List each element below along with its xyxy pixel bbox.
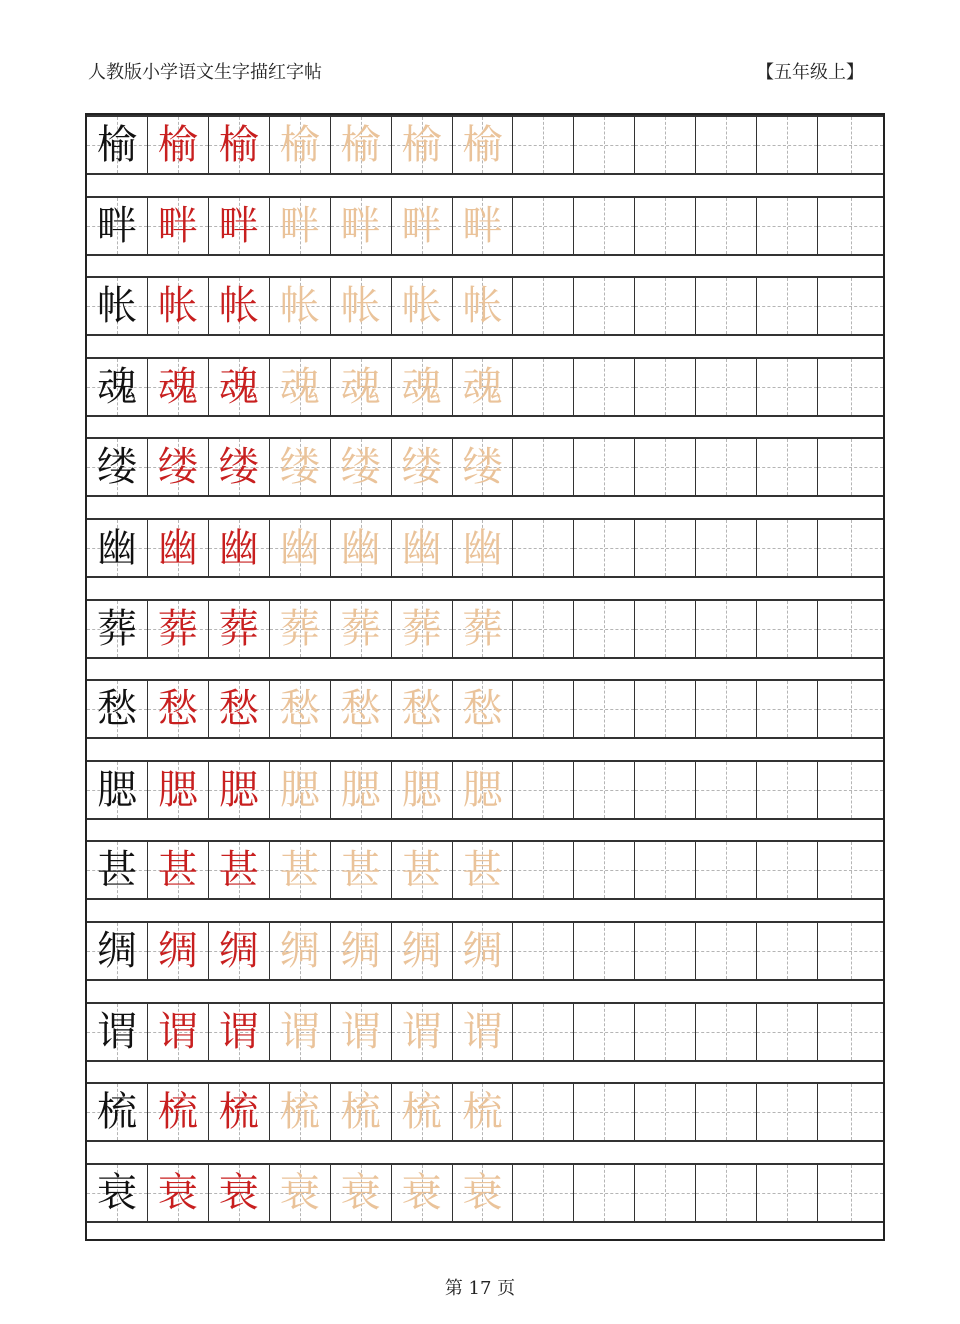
red-cell — [148, 115, 209, 175]
blank-practice-cell — [513, 437, 574, 497]
red-character: 衰 — [218, 1169, 259, 1216]
trace-character: 腮 — [340, 766, 381, 813]
red-character: 甚 — [218, 847, 259, 894]
blank-practice-cell — [757, 760, 818, 820]
red-character: 谓 — [157, 1008, 198, 1055]
blank-practice-cell — [757, 437, 818, 497]
blank-practice-cell — [513, 357, 574, 417]
model-character: 葬 — [96, 605, 137, 652]
blank-practice-cell — [635, 1163, 696, 1223]
red-cell — [209, 840, 270, 900]
blank-practice-cell — [696, 1002, 757, 1062]
trace-cell — [331, 115, 392, 175]
trace-character: 幽 — [279, 525, 320, 571]
blank-practice-cell — [635, 196, 696, 256]
trace-character: 帐 — [279, 283, 320, 330]
trace-character: 幽 — [340, 525, 381, 571]
red-cell — [148, 1163, 209, 1223]
practice-row — [87, 679, 883, 739]
trace-character: 衰 — [340, 1169, 381, 1216]
red-cell — [209, 1082, 270, 1142]
trace-character: 梳 — [401, 1089, 442, 1136]
blank-practice-cell — [757, 115, 818, 175]
blank-practice-cell — [513, 196, 574, 256]
trace-cell — [392, 1002, 453, 1062]
model-cell — [87, 518, 148, 578]
blank-practice-cell — [818, 921, 883, 981]
model-cell — [87, 196, 148, 256]
trace-cell — [270, 921, 331, 981]
red-cell — [209, 599, 270, 659]
model-character: 榆 — [96, 122, 137, 168]
trace-cell — [392, 1082, 453, 1142]
trace-character: 帐 — [462, 283, 503, 330]
blank-practice-cell — [696, 840, 757, 900]
blank-practice-cell — [818, 437, 883, 497]
trace-character: 缕 — [401, 444, 442, 491]
blank-practice-cell — [513, 1082, 574, 1142]
trace-cell — [453, 679, 514, 739]
trace-character: 腮 — [279, 766, 320, 813]
trace-cell — [453, 760, 514, 820]
model-cell — [87, 115, 148, 175]
blank-practice-cell — [635, 921, 696, 981]
red-character: 缕 — [218, 444, 259, 491]
red-character: 衰 — [157, 1169, 198, 1216]
blank-practice-cell — [757, 196, 818, 256]
trace-cell — [270, 1163, 331, 1223]
red-character: 畔 — [157, 202, 198, 249]
blank-practice-cell — [696, 357, 757, 417]
blank-practice-cell — [635, 679, 696, 739]
blank-practice-cell — [818, 276, 883, 336]
blank-practice-cell — [696, 599, 757, 659]
red-cell — [209, 921, 270, 981]
trace-cell — [331, 840, 392, 900]
model-cell — [87, 599, 148, 659]
practice-grid — [85, 113, 885, 1241]
model-character: 腮 — [96, 766, 137, 813]
blank-practice-cell — [696, 115, 757, 175]
trace-character: 绸 — [462, 928, 503, 974]
model-character: 衰 — [96, 1169, 137, 1216]
blank-practice-cell — [513, 679, 574, 739]
trace-character: 谓 — [462, 1008, 503, 1055]
blank-practice-cell — [513, 276, 574, 336]
trace-cell — [331, 760, 392, 820]
red-cell — [148, 518, 209, 578]
blank-practice-cell — [757, 1163, 818, 1223]
blank-practice-cell — [574, 115, 635, 175]
trace-cell — [453, 921, 514, 981]
trace-cell — [453, 437, 514, 497]
blank-practice-cell — [818, 679, 883, 739]
red-character: 谓 — [218, 1008, 259, 1055]
trace-character: 甚 — [340, 847, 381, 894]
model-character: 绸 — [96, 928, 137, 974]
trace-character: 甚 — [279, 847, 320, 894]
blank-practice-cell — [574, 840, 635, 900]
red-character: 绸 — [218, 928, 259, 974]
practice-row — [87, 518, 883, 578]
red-cell — [209, 679, 270, 739]
trace-cell — [270, 357, 331, 417]
model-cell — [87, 679, 148, 739]
trace-character: 梳 — [340, 1089, 381, 1136]
trace-cell — [331, 1082, 392, 1142]
trace-cell — [392, 760, 453, 820]
trace-cell — [453, 1082, 514, 1142]
trace-character: 魂 — [401, 363, 442, 410]
trace-cell — [270, 840, 331, 900]
blank-practice-cell — [818, 115, 883, 175]
red-cell — [148, 840, 209, 900]
model-cell — [87, 437, 148, 497]
blank-practice-cell — [513, 115, 574, 175]
red-cell — [148, 437, 209, 497]
practice-row — [87, 840, 883, 900]
trace-character: 谓 — [279, 1008, 320, 1055]
trace-cell — [331, 518, 392, 578]
blank-practice-cell — [696, 196, 757, 256]
blank-practice-cell — [574, 276, 635, 336]
trace-character: 甚 — [462, 847, 503, 894]
red-character: 愁 — [218, 686, 259, 733]
trace-character: 腮 — [462, 766, 503, 813]
trace-character: 榆 — [340, 122, 381, 168]
trace-cell — [270, 1082, 331, 1142]
red-cell — [148, 760, 209, 820]
blank-practice-cell — [696, 679, 757, 739]
trace-character: 榆 — [401, 122, 442, 168]
red-character: 魂 — [157, 363, 198, 410]
blank-practice-cell — [574, 1082, 635, 1142]
blank-practice-cell — [757, 518, 818, 578]
blank-practice-cell — [635, 599, 696, 659]
trace-cell — [453, 276, 514, 336]
blank-practice-cell — [757, 679, 818, 739]
blank-practice-cell — [513, 1163, 574, 1223]
blank-practice-cell — [513, 599, 574, 659]
trace-character: 榆 — [462, 122, 503, 168]
practice-row — [87, 1163, 883, 1223]
red-character: 魂 — [218, 363, 259, 410]
trace-character: 衰 — [401, 1169, 442, 1216]
trace-cell — [453, 840, 514, 900]
blank-practice-cell — [574, 760, 635, 820]
blank-practice-cell — [574, 599, 635, 659]
blank-practice-cell — [818, 518, 883, 578]
blank-practice-cell — [574, 196, 635, 256]
model-character: 幽 — [96, 525, 137, 571]
trace-cell — [270, 437, 331, 497]
blank-practice-cell — [513, 518, 574, 578]
red-cell — [148, 921, 209, 981]
model-character: 谓 — [96, 1008, 137, 1055]
trace-character: 魂 — [462, 363, 503, 410]
blank-practice-cell — [696, 276, 757, 336]
blank-practice-cell — [574, 921, 635, 981]
trace-cell — [270, 115, 331, 175]
red-cell — [209, 276, 270, 336]
blank-practice-cell — [635, 1082, 696, 1142]
trace-character: 缕 — [340, 444, 381, 491]
trace-cell — [392, 196, 453, 256]
blank-practice-cell — [696, 437, 757, 497]
trace-character: 绸 — [401, 928, 442, 974]
trace-cell — [270, 196, 331, 256]
trace-cell — [453, 1163, 514, 1223]
red-character: 甚 — [157, 847, 198, 894]
model-character: 魂 — [96, 363, 137, 410]
trace-character: 绸 — [340, 928, 381, 974]
red-character: 梳 — [218, 1089, 259, 1136]
red-cell — [209, 196, 270, 256]
trace-cell — [331, 196, 392, 256]
red-character: 幽 — [157, 525, 198, 571]
model-cell — [87, 1002, 148, 1062]
worksheet-title: 人教版小学语文生字描红字帖 — [88, 62, 322, 83]
trace-character: 愁 — [279, 686, 320, 733]
trace-character: 魂 — [279, 363, 320, 410]
trace-character: 愁 — [462, 686, 503, 733]
practice-row — [87, 437, 883, 497]
red-character: 榆 — [218, 122, 259, 168]
trace-cell — [331, 276, 392, 336]
trace-character: 谓 — [401, 1008, 442, 1055]
blank-practice-cell — [513, 1002, 574, 1062]
trace-character: 魂 — [340, 363, 381, 410]
trace-cell — [331, 1002, 392, 1062]
practice-row — [87, 276, 883, 336]
red-character: 帐 — [218, 283, 259, 330]
red-cell — [209, 115, 270, 175]
practice-row — [87, 760, 883, 820]
trace-cell — [331, 357, 392, 417]
model-character: 畔 — [96, 202, 137, 249]
blank-practice-cell — [757, 276, 818, 336]
trace-cell — [392, 276, 453, 336]
blank-practice-cell — [513, 760, 574, 820]
blank-practice-cell — [696, 921, 757, 981]
trace-cell — [453, 357, 514, 417]
red-character: 幽 — [218, 525, 259, 571]
model-cell — [87, 760, 148, 820]
trace-character: 帐 — [340, 283, 381, 330]
trace-cell — [453, 115, 514, 175]
trace-character: 谓 — [340, 1008, 381, 1055]
blank-practice-cell — [818, 1002, 883, 1062]
blank-practice-cell — [635, 115, 696, 175]
blank-practice-cell — [757, 599, 818, 659]
trace-character: 榆 — [279, 122, 320, 168]
blank-practice-cell — [696, 1163, 757, 1223]
blank-practice-cell — [635, 1002, 696, 1062]
trace-character: 梳 — [462, 1089, 503, 1136]
blank-practice-cell — [635, 437, 696, 497]
trace-cell — [453, 518, 514, 578]
trace-cell — [331, 679, 392, 739]
model-character: 愁 — [96, 686, 137, 733]
red-character: 梳 — [157, 1089, 198, 1136]
trace-character: 梳 — [279, 1089, 320, 1136]
blank-practice-cell — [574, 357, 635, 417]
trace-cell — [331, 437, 392, 497]
red-cell — [209, 760, 270, 820]
trace-character: 愁 — [401, 686, 442, 733]
trace-character: 葬 — [340, 605, 381, 652]
blank-practice-cell — [635, 518, 696, 578]
page-number: 第 17 页 — [444, 1278, 516, 1299]
trace-character: 葬 — [401, 605, 442, 652]
trace-character: 幽 — [401, 525, 442, 571]
trace-character: 甚 — [401, 847, 442, 894]
grade-label: 【五年级上】 — [756, 62, 864, 83]
trace-character: 缕 — [462, 444, 503, 491]
blank-practice-cell — [574, 1163, 635, 1223]
trace-character: 葬 — [279, 605, 320, 652]
trace-cell — [392, 1163, 453, 1223]
model-cell — [87, 1082, 148, 1142]
practice-row — [87, 1082, 883, 1142]
blank-practice-cell — [818, 357, 883, 417]
blank-practice-cell — [818, 1163, 883, 1223]
practice-row — [87, 1002, 883, 1062]
blank-practice-cell — [757, 1082, 818, 1142]
trace-character: 缕 — [279, 444, 320, 491]
trace-cell — [270, 518, 331, 578]
trace-cell — [331, 599, 392, 659]
red-character: 帐 — [157, 283, 198, 330]
trace-cell — [270, 760, 331, 820]
trace-cell — [331, 921, 392, 981]
model-character: 甚 — [96, 847, 137, 894]
trace-character: 绸 — [279, 928, 320, 974]
practice-row — [87, 921, 883, 981]
trace-cell — [453, 1002, 514, 1062]
blank-practice-cell — [757, 357, 818, 417]
practice-row — [87, 357, 883, 417]
trace-character: 愁 — [340, 686, 381, 733]
blank-practice-cell — [574, 1002, 635, 1062]
practice-row — [87, 599, 883, 659]
red-cell — [148, 599, 209, 659]
trace-cell — [453, 599, 514, 659]
trace-character: 衰 — [462, 1169, 503, 1216]
trace-character: 畔 — [340, 202, 381, 249]
blank-practice-cell — [818, 760, 883, 820]
blank-practice-cell — [574, 437, 635, 497]
red-character: 愁 — [157, 686, 198, 733]
blank-practice-cell — [635, 760, 696, 820]
trace-cell — [270, 276, 331, 336]
trace-character: 葬 — [462, 605, 503, 652]
model-cell — [87, 840, 148, 900]
blank-practice-cell — [513, 921, 574, 981]
model-cell — [87, 1163, 148, 1223]
red-cell — [209, 357, 270, 417]
red-character: 腮 — [157, 766, 198, 813]
model-character: 缕 — [96, 444, 137, 491]
trace-character: 衰 — [279, 1169, 320, 1216]
blank-practice-cell — [574, 679, 635, 739]
red-cell — [148, 196, 209, 256]
blank-practice-cell — [818, 196, 883, 256]
model-character: 梳 — [96, 1089, 137, 1136]
trace-character: 畔 — [462, 202, 503, 249]
red-character: 绸 — [157, 928, 198, 974]
blank-practice-cell — [818, 1082, 883, 1142]
blank-practice-cell — [757, 840, 818, 900]
blank-practice-cell — [757, 1002, 818, 1062]
red-cell — [209, 1163, 270, 1223]
red-character: 榆 — [157, 122, 198, 168]
model-cell — [87, 276, 148, 336]
trace-cell — [331, 1163, 392, 1223]
blank-practice-cell — [696, 760, 757, 820]
trace-character: 腮 — [401, 766, 442, 813]
trace-character: 畔 — [401, 202, 442, 249]
trace-cell — [392, 518, 453, 578]
trace-character: 幽 — [462, 525, 503, 571]
model-cell — [87, 357, 148, 417]
model-cell — [87, 921, 148, 981]
trace-cell — [270, 679, 331, 739]
blank-practice-cell — [696, 518, 757, 578]
trace-cell — [270, 1002, 331, 1062]
red-character: 畔 — [218, 202, 259, 249]
red-character: 缕 — [157, 444, 198, 491]
trace-cell — [453, 196, 514, 256]
red-cell — [148, 357, 209, 417]
trace-cell — [392, 840, 453, 900]
trace-cell — [392, 599, 453, 659]
red-cell — [148, 276, 209, 336]
red-cell — [148, 679, 209, 739]
red-cell — [148, 1082, 209, 1142]
practice-row — [87, 115, 883, 175]
red-cell — [209, 437, 270, 497]
blank-practice-cell — [696, 1082, 757, 1142]
blank-practice-cell — [757, 921, 818, 981]
trace-cell — [392, 115, 453, 175]
practice-row — [87, 196, 883, 256]
red-character: 葬 — [157, 605, 198, 652]
blank-practice-cell — [635, 357, 696, 417]
trace-cell — [392, 357, 453, 417]
model-character: 帐 — [96, 283, 137, 330]
blank-practice-cell — [818, 840, 883, 900]
trace-character: 帐 — [401, 283, 442, 330]
blank-practice-cell — [818, 599, 883, 659]
blank-practice-cell — [513, 840, 574, 900]
blank-practice-cell — [574, 518, 635, 578]
blank-practice-cell — [635, 276, 696, 336]
red-cell — [148, 1002, 209, 1062]
trace-character: 畔 — [279, 202, 320, 249]
blank-practice-cell — [635, 840, 696, 900]
red-character: 腮 — [218, 766, 259, 813]
red-character: 葬 — [218, 605, 259, 652]
trace-cell — [392, 437, 453, 497]
red-cell — [209, 518, 270, 578]
trace-cell — [392, 921, 453, 981]
red-cell — [209, 1002, 270, 1062]
trace-cell — [270, 599, 331, 659]
trace-cell — [392, 679, 453, 739]
